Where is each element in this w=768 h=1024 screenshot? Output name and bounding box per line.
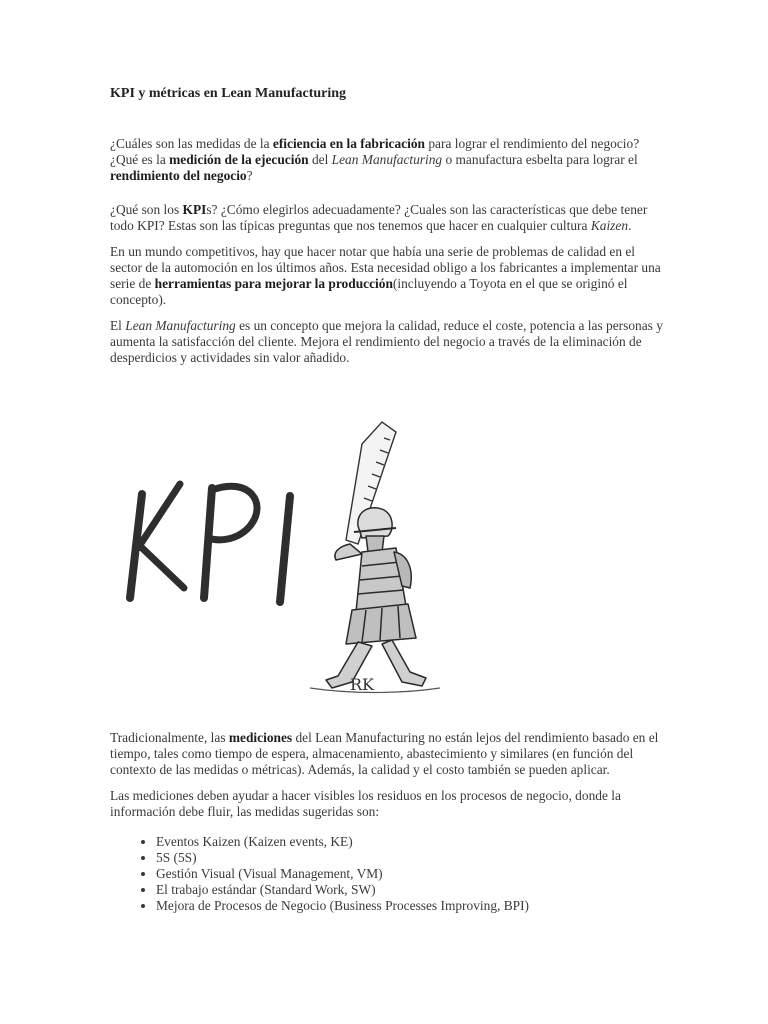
kpi-samurai-illustration bbox=[110, 376, 670, 716]
paragraph-kpi-questions: ¿Qué son los KPIs? ¿Cómo elegirlos adecuadamente? ¿Cuales son las características que debe tener todo KPI? Estas son las típicas preguntas que nos tenemos que hacer en cualquier cultura Kaizen. bbox=[110, 202, 648, 233]
measures-list bbox=[110, 834, 670, 914]
document-title: KPI y métricas en Lean Manufacturing bbox=[110, 86, 347, 101]
list-item: • Eventos Kaizen (Kaizen events, KE) bbox=[156, 834, 670, 850]
artist-signature: RK bbox=[350, 675, 374, 694]
samurai-figure bbox=[310, 508, 440, 693]
paragraph-context: En un mundo competitivos, hay que hacer notar que había una serie de problemas de calidad en el sector de la automoción en los últimos años. Esta necesidad obligo a los fabricantes a implementar una serie de herramientas para mejorar la producción(incluyendo a Toyota en el que se originó el concepto). bbox=[110, 244, 661, 307]
paragraph-measurements: Tradicionalmente, las mediciones del Lean Manufacturing no están lejos del rendimiento basado en el tiempo, tales como tiempo de espera, almacenamiento, abastecimiento y similares (en función del contexto de las medidas o métricas). Además, la calidad y el costo también se pueden aplicar. bbox=[110, 730, 659, 777]
document-page bbox=[110, 86, 670, 914]
list-item: • Gestión Visual (Visual Management, VM) bbox=[156, 866, 670, 882]
paragraph-suggested-measures: Las mediciones deben ayudar a hacer visibles los residuos en los procesos de negocio, donde la información debe fluir, las medidas sugeridas son: bbox=[110, 788, 621, 819]
list-item: • El trabajo estándar (Standard Work, SW) bbox=[156, 882, 670, 898]
kpi-logo-letters bbox=[130, 484, 290, 602]
list-item: • 5S (5S) bbox=[156, 850, 670, 866]
list-item: • Mejora de Procesos de Negocio (Business Processes Improving, BPI) bbox=[156, 898, 670, 914]
paragraph-lean-definition: El Lean Manufacturing es un concepto que mejora la calidad, reduce el coste, potencia a las personas y aumenta la satisfacción del cliente. Mejora el rendimiento del negocio a través de la eliminación de desperdicios y actividades sin valor añadido. bbox=[110, 318, 663, 365]
illustration-svg bbox=[100, 376, 460, 716]
paragraph-intro: ¿Cuáles son las medidas de la eficiencia en la fabricación para lograr el rendimiento del negocio? ¿Qué es la medición de la ejecución del Lean Manufacturing o manufactura esbelta para lograr el rendimiento del negocio? bbox=[110, 136, 640, 183]
